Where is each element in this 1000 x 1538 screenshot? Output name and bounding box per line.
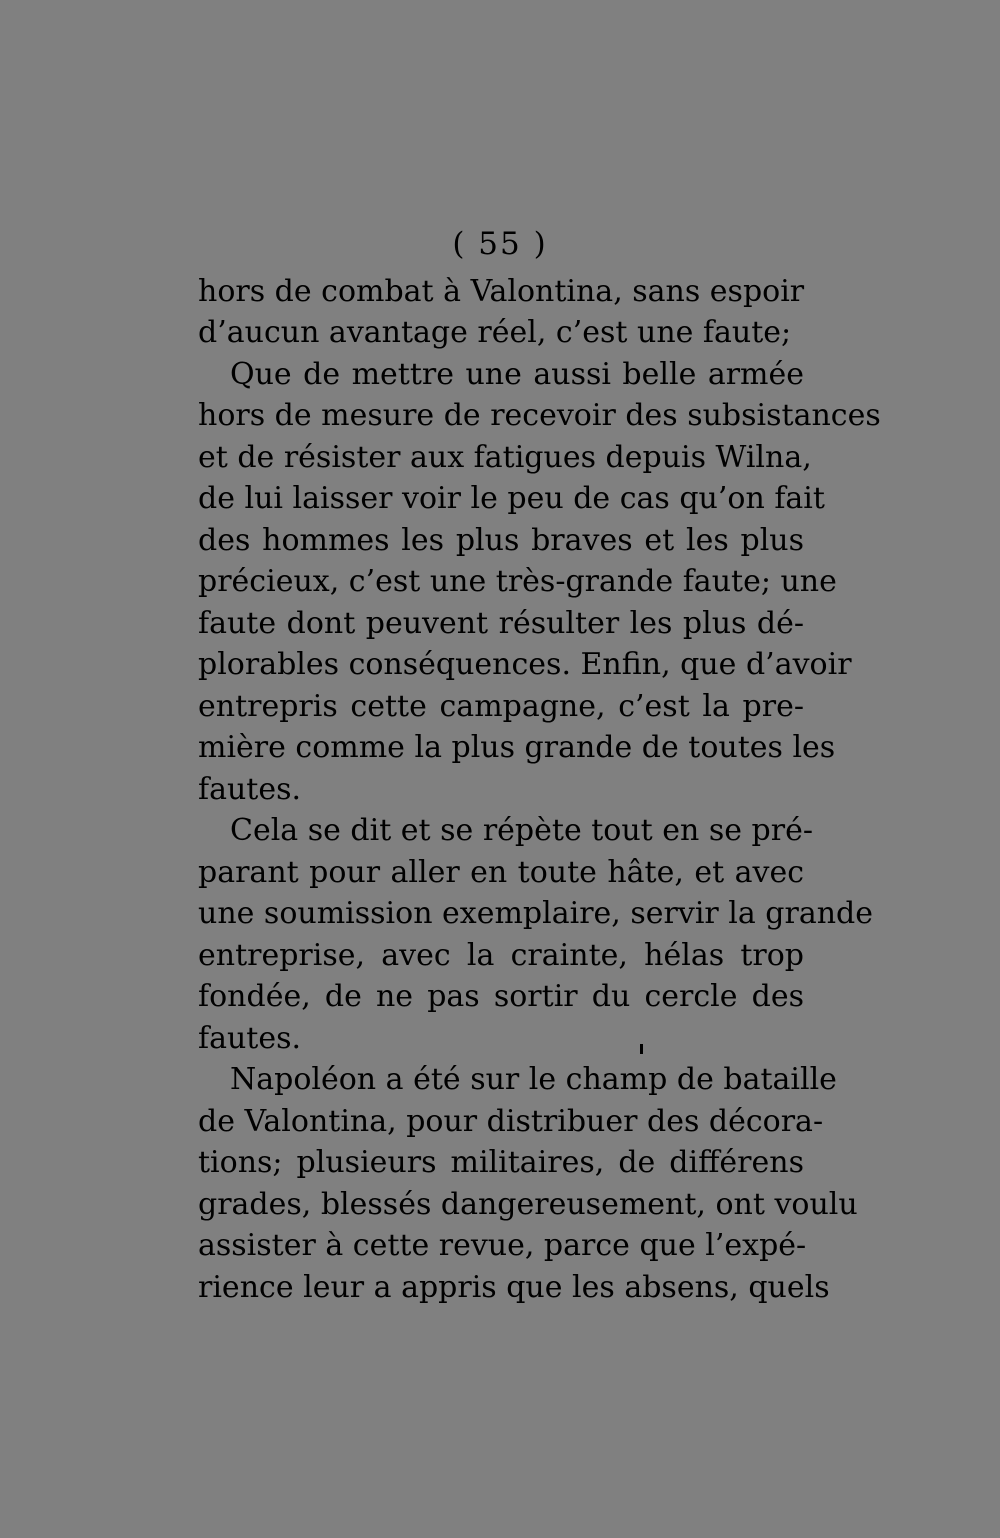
page-number: ( 55 ) bbox=[452, 226, 548, 262]
text-line: tions; plusieurs militaires, de différens bbox=[198, 1145, 804, 1180]
text-line: Napoléon a été sur le champ de bataille bbox=[230, 1062, 837, 1097]
text-line: entrepris cette campagne, c’est la pre- bbox=[198, 689, 804, 724]
text-line: fautes. bbox=[198, 1021, 302, 1056]
text-line: entreprise, avec la crainte, hélas trop bbox=[198, 938, 804, 973]
text-line: fondée, de ne pas sortir du cercle des bbox=[198, 979, 804, 1014]
text-line: hors de mesure de recevoir des subsistances bbox=[198, 398, 881, 433]
text-line: hors de combat à Valontina, sans espoir bbox=[198, 274, 805, 309]
text-line: parant pour aller en toute hâte, et avec bbox=[198, 855, 804, 890]
text-line: de lui laisser voir le peu de cas qu’on fait bbox=[198, 481, 825, 516]
text-line: assister à cette revue, parce que l’expé- bbox=[198, 1228, 807, 1263]
text-line: fautes. bbox=[198, 772, 302, 807]
text-line: précieux, c’est une très-grande faute; une bbox=[198, 564, 837, 599]
ink-speck bbox=[640, 1044, 643, 1054]
text-line: faute dont peuvent résulter les plus dé- bbox=[198, 606, 804, 641]
text-line: mière comme la plus grande de toutes les bbox=[198, 730, 836, 765]
text-line: une soumission exemplaire, servir la grande bbox=[198, 896, 874, 931]
text-line: rience leur a appris que les absens, quels bbox=[198, 1270, 830, 1305]
text-line: plorables conséquences. Enfin, que d’avoir bbox=[198, 647, 852, 682]
text-line: et de résister aux fatigues depuis Wilna, bbox=[198, 440, 812, 475]
text-line: des hommes les plus braves et les plus bbox=[198, 523, 804, 558]
text-line: grades, blessés dangereusement, ont voulu bbox=[198, 1187, 858, 1222]
text-line: d’aucun avantage réel, c’est une faute; bbox=[198, 315, 792, 350]
text-line: de Valontina, pour distribuer des décora- bbox=[198, 1104, 824, 1139]
text-line: Cela se dit et se répète tout en se pré- bbox=[230, 813, 813, 848]
text-line: Que de mettre une aussi belle armée bbox=[230, 357, 804, 392]
